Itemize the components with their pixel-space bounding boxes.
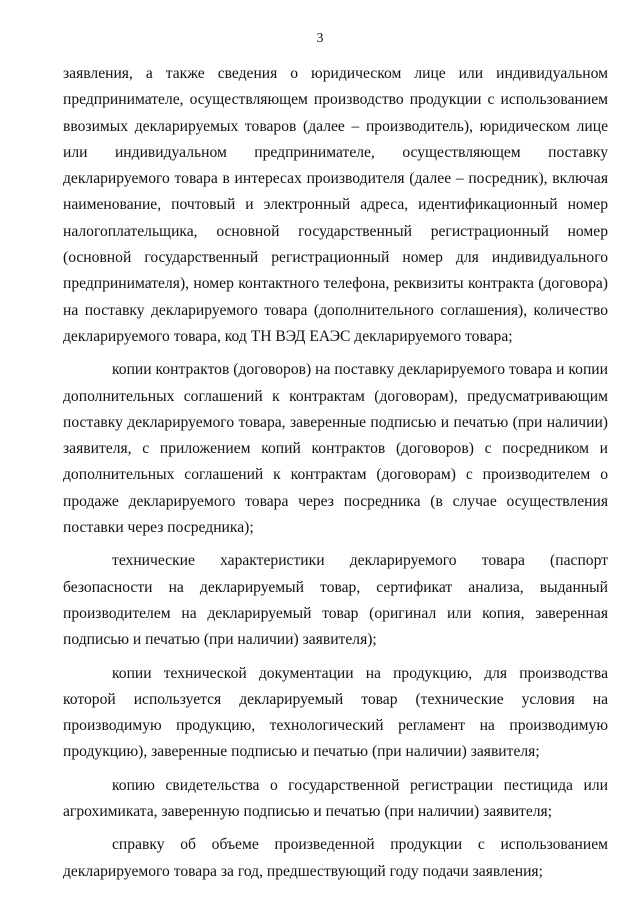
document-body <box>63 61 608 892</box>
paragraph-production-volume: справку об объеме произведенной продукции с использованием декларируемого товара за год, предшествующий году подачи заявления; <box>63 836 608 880</box>
page-number: 3 <box>316 31 324 46</box>
paragraph-registration-certificate: копию свидетельства о государственной регистрации пестицида или агрохимиката, заверенную подписью и печатью (при наличии) заявителя; <box>63 776 608 821</box>
paragraph-technical-characteristics: технические характеристики декларируемого товара (паспорт безопасности на декларируемый товар, сертификат анализа, выданный производителем на декларируемый товар (оригинал или копия, заверенная подписью и печатью (при наличии) заявителя); <box>63 552 608 649</box>
paragraph-applicant-info: заявления, а также сведения о юридическом лице или индивидуальном предпринимателе, осуществляющем производство продукции с использованием ввозимых декларируемых товаров (далее – производитель), юридическом лице или индивидуальном предпринимателе, осуществляющем поставку декларируемого товара в интересах производителя (далее – посредник), включая наименование, почтовый и электронный адреса, идентификационный номер налогоплательщика, основной государственный регистрационный номер (основной государственный регистрационный номер для индивидуального предпринимателя), номер контактного телефона, реквизиты контракта (договора) на поставку декларируемого товара (дополнительного соглашения), количество декларируемого товара, код ТН ВЭД ЕАЭС декларируемого товара; <box>63 65 608 345</box>
paragraph-technical-documentation: копии технической документации на продукцию, для производства которой используется декларируемый товар (технические условия на производимую продукцию, технологический регламент на производимую продукцию), заверенные подписью и печатью (при наличии) заявителя; <box>63 664 608 761</box>
paragraph-contract-copies: копии контрактов (договоров) на поставку декларируемого товара и копии дополнительных соглашений к контрактам (договорам), предусматривающим поставку декларируемого товара, заверенные подписью и печатью (при наличии) заявителя, с приложением копий контрактов (договоров) с посредником и дополнительных соглашений к контрактам (договорам) с производителем о продаже декларируемого товара через посредника (в случае осуществления поставки через посредника); <box>63 361 608 537</box>
